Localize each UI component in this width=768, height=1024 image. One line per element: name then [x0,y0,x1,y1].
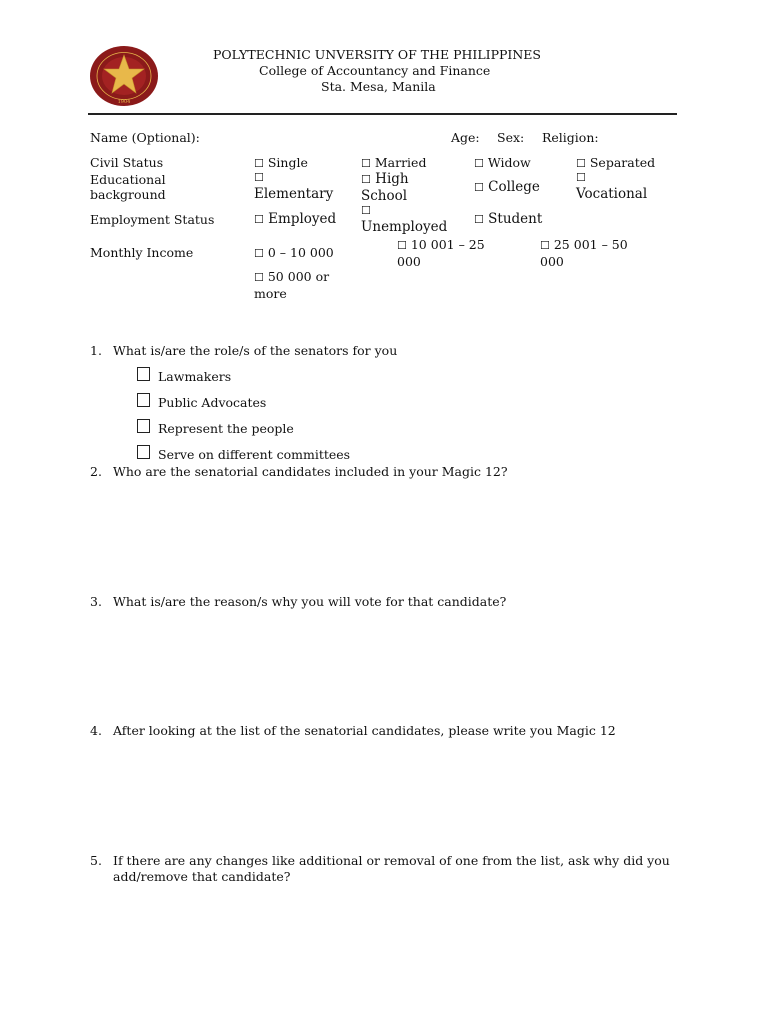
question-2-text: Who are the senatorial candidates included in your Magic 12? [113,464,508,479]
question-4-text: After looking at the list of the senatorial candidates, please write you Magic 12 [113,723,616,738]
choice-represent-people: Represent the people [158,421,294,436]
civil-option-widow[interactable]: ☐ Widow [474,155,531,170]
employment-option-unemployed[interactable]: ☐ Unemployed [361,204,448,235]
checkbox-icon[interactable]: ☐ [576,171,586,184]
checkbox-icon[interactable]: ☐ [474,157,484,170]
education-option-high-school[interactable]: ☐ High School [361,171,409,204]
choice-public-advocates: Public Advocates [158,395,267,410]
question-5-text: If there are any changes like additional or removal of one from the list, ask why did you add/remove that candidate? [113,853,670,884]
education-option-vocational[interactable]: ☐ Vocational [576,171,648,202]
income-label: Monthly Income [90,245,194,260]
checkbox-icon[interactable]: ☐ [397,239,407,252]
checkbox-icon[interactable]: ☐ [254,271,264,284]
employment-label: Employment Status [90,212,215,227]
checkbox-icon[interactable]: ☐ [254,157,264,170]
question-1-text: What is/are the role/s of the senators for you [113,343,398,358]
civil-option-married[interactable]: ☐ Married [361,155,427,170]
name-label: Name (Optional): [90,130,200,145]
checkbox-represent-people[interactable] [137,419,150,433]
education-option-college[interactable]: ☐ College [474,179,540,195]
choice-committees: Serve on different committees [158,447,351,462]
location: Sta. Mesa, Manila [321,79,436,94]
checkbox-icon[interactable]: ☐ [540,239,550,252]
checkbox-icon[interactable]: ☐ [361,204,371,217]
checkbox-icon[interactable]: ☐ [254,213,264,226]
income-option-50000-more[interactable]: ☐ 50 000 or more [254,269,330,301]
education-label: Educational background [90,172,166,202]
income-option-10001-25000[interactable]: ☐ 10 001 – 25 000 [397,237,485,269]
choice-lawmakers: Lawmakers [158,369,232,384]
civil-option-single[interactable]: ☐ Single [254,155,308,170]
checkbox-icon[interactable]: ☐ [254,171,264,184]
checkbox-icon[interactable]: ☐ [576,157,586,170]
question-1-number: 1. [90,343,102,358]
checkbox-icon[interactable]: ☐ [361,173,371,186]
civil-status-label: Civil Status [90,155,164,170]
question-4-number: 4. [90,723,102,738]
checkbox-icon[interactable]: ☐ [361,157,371,170]
sex-label: Sex: [497,130,525,145]
religion-label: Religion: [542,130,599,145]
checkbox-lawmakers[interactable] [137,367,150,381]
education-option-elementary[interactable]: ☐ Elementary [254,171,334,202]
checkbox-icon[interactable]: ☐ [254,247,264,260]
question-3-number: 3. [90,594,102,609]
checkbox-icon[interactable]: ☐ [474,213,484,226]
checkbox-public-advocates[interactable] [137,393,150,407]
question-3-text: What is/are the reason/s why you will vote for that candidate? [113,594,507,609]
income-option-0-10000[interactable]: ☐ 0 – 10 000 [254,245,334,260]
income-option-25001-50000[interactable]: ☐ 25 001 – 50 000 [540,237,628,269]
age-label: Age: [451,130,480,145]
header-divider [88,113,677,115]
employment-option-student[interactable]: ☐ Student [474,211,543,227]
university-seal-logo [89,45,159,107]
checkbox-icon[interactable]: ☐ [474,181,484,194]
employment-option-employed[interactable]: ☐ Employed [254,211,337,227]
civil-option-separated[interactable]: ☐ Separated [576,155,656,170]
college-name: College of Accountancy and Finance [259,63,491,78]
logo-year: 1904 [117,99,131,105]
question-5-number: 5. [90,853,102,868]
checkbox-committees[interactable] [137,445,150,459]
question-2-number: 2. [90,464,102,479]
university-name: POLYTECHNIC UNVERSITY OF THE PHILIPPINES [213,47,541,62]
